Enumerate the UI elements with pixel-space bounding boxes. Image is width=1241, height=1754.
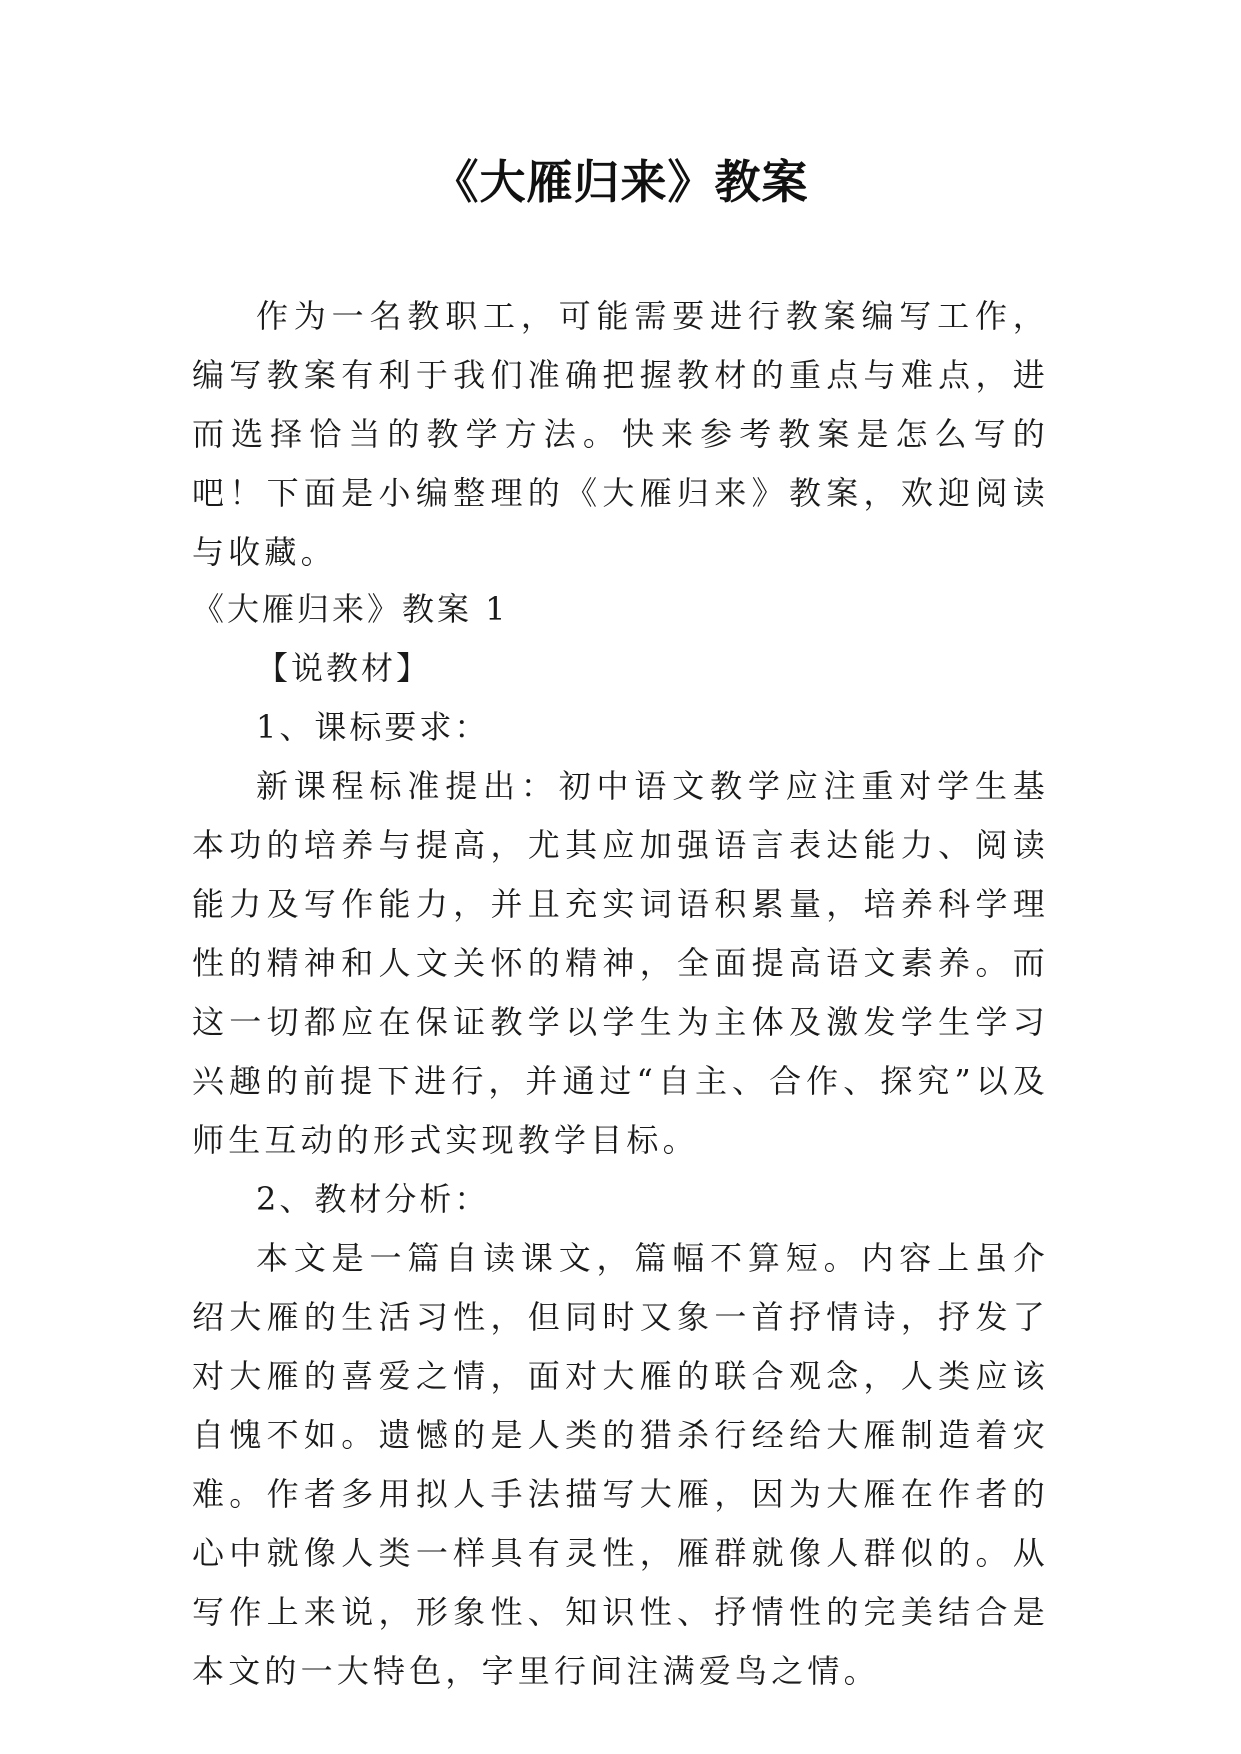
paragraph-analysis: 本文是一篇自读课文，篇幅不算短。内容上虽介绍大雁的生活习性，但同时又象一首抒情诗，抒发了对大雁的喜爱之情，面对大雁的联合观念，人类应该自愧不如。遗憾的是人类的猎杀行经给大雁制造着灾难。作者多用拟人手法描写大雁，因为大雁在作者的心中就像人类一样具有灵性，雁群就像人群似的。从写作上来说，形象性、知识性、抒情性的完美结合是本文的一大特色，字里行间注满爱鸟之情。 <box>192 1239 1049 1690</box>
section-content <box>192 639 1049 1701</box>
intro-paragraph: 作为一名教职工，可能需要进行教案编写工作，编写教案有利于我们准确把握教材的重点与难点，进而选择恰当的教学方法。快来参考教案是怎么写的吧！下面是小编整理的《大雁归来》教案，欢迎阅读与收藏。 <box>192 297 1049 571</box>
document-title: 《大雁归来》教案 <box>432 155 809 209</box>
section-title: 《大雁归来》教案 1 <box>192 590 509 628</box>
subheading-material-analysis: 2、教材分析： <box>256 1180 490 1218</box>
subheading-teaching-material: 【说教材】 <box>256 649 432 687</box>
paragraph-curriculum: 新课程标准提出：初中语文教学应注重对学生基本功的培养与提高，尤其应加强语言表达能力、阅读能力及写作能力，并且充实词语积累量，培养科学理性的精神和人文关怀的精神，全面提高语文素养。而这一切都应在保证教学以学生为主体及激发学生学习兴趣的前提下进行，并通过“自主、合作、探究”以及师生互动的形式实现教学目标。 <box>192 767 1049 1159</box>
intro-block <box>192 287 1049 582</box>
subheading-curriculum-requirements: 1、课标要求： <box>256 708 490 746</box>
